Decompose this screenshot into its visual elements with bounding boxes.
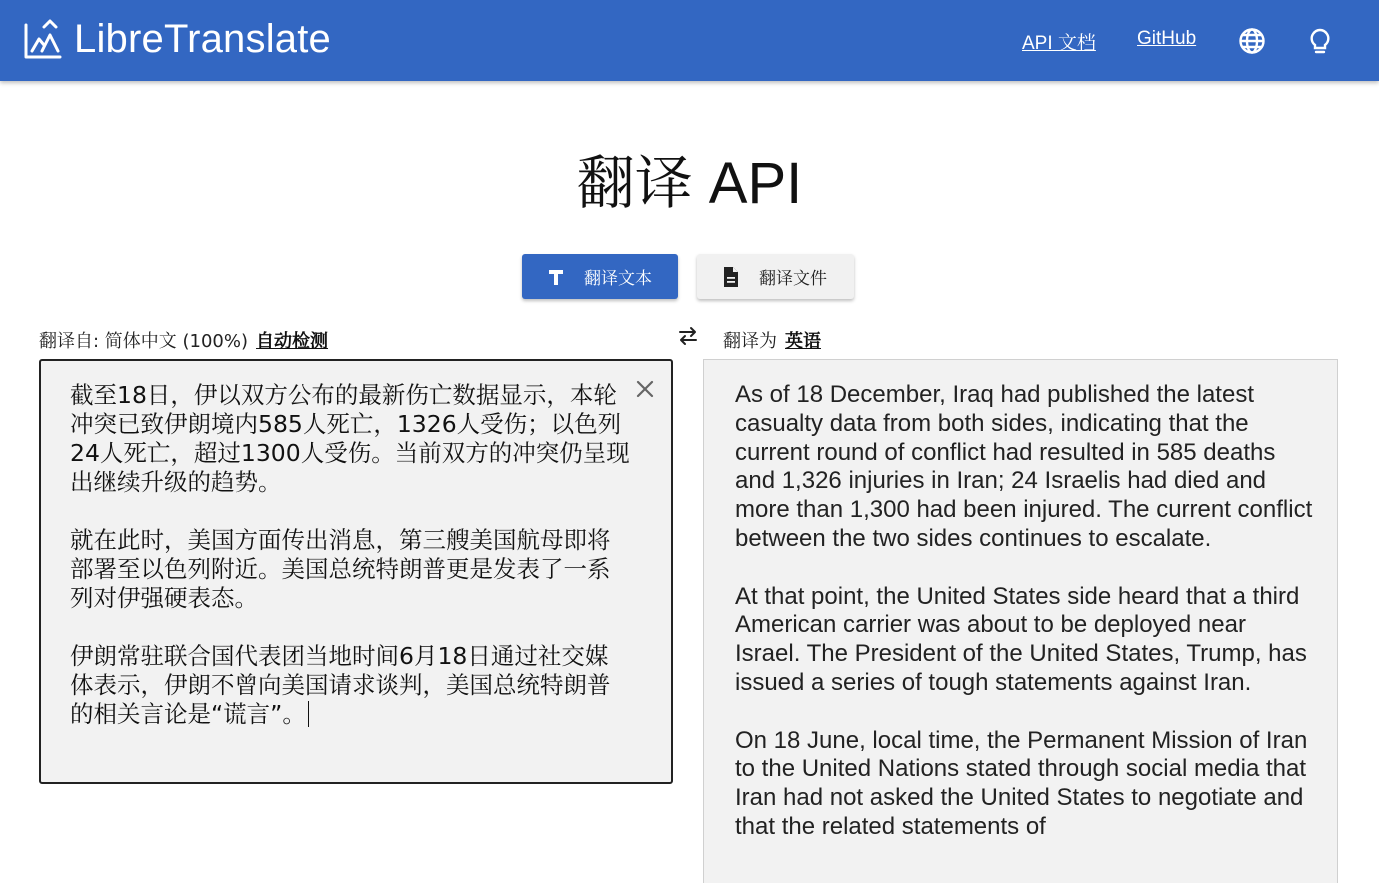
api-docs-link[interactable]: API 文档 [1022,33,1096,54]
swap-languages-icon[interactable] [676,324,700,348]
source-language-row [39,327,328,353]
globe-icon[interactable] [1237,26,1267,56]
libretranslate-logo-icon [22,17,64,61]
source-textarea[interactable] [39,359,673,784]
translation-output[interactable] [703,359,1338,883]
auto-detect-link[interactable]: 自动检测 [256,331,329,352]
source-language-label: 翻译自: 简体中文 (100%) [39,331,249,352]
source-text[interactable]: 截至18日，伊以双方公布的最新伤亡数据显示，本轮冲突已致伊朗境内585人死亡，1326人受伤；以色列24人死亡，超过1300人受伤。当前双方的冲突仍呈现出继续升级的趋势。 就在此时，美国方面传出消息，第三艘美国航母即将部署至以色列附近。美国总统特朗普更是发表了一系列对伊强硬表态。 伊朗常驻联合国代表团当地时间6月18日通过社交媒体表示，伊朗不曾向美国请求谈判，美国总统特朗普的相关言论是“谎言”。 [70,381,630,728]
close-icon[interactable] [635,379,655,399]
brand[interactable] [22,14,331,64]
lightbulb-icon[interactable] [1305,26,1335,56]
text-format-icon [546,266,566,288]
page-title: 翻译 API [576,151,803,216]
file-icon [721,266,741,288]
translate-text-tab[interactable] [522,254,678,299]
translate-file-tab-label: 翻译文件 [759,269,827,289]
target-language-select[interactable]: 英语 [785,331,821,352]
top-navbar [0,0,1379,81]
translate-text-tab-label: 翻译文本 [584,269,652,289]
target-language-label: 翻译为 [723,331,777,352]
brand-name: LibreTranslate [74,16,331,61]
translated-text: As of 18 December, Iraq had published the latest casualty data from both sides, indicating that the current round of conflict had resulted in 585 deaths and 1,326 injuries in Iran; 24 Israelis had died and more than 1,300 had been injured. The current conflict between the two sides continues to escalate. At that point, the United States side heard that a third American carrier was about to be deployed near Israel. The President of the United States, Trump, has issued a series of tough statements against Iran. On 18 June, local time, the Permanent Mission of Iran to the United Nations stated through social media that Iran had not asked the United States to negotiate and that the related statements of [735,381,1313,840]
text-caret [308,701,310,727]
translate-file-tab[interactable] [697,254,854,299]
target-language-row [723,327,821,353]
github-link[interactable]: GitHub [1137,28,1197,49]
